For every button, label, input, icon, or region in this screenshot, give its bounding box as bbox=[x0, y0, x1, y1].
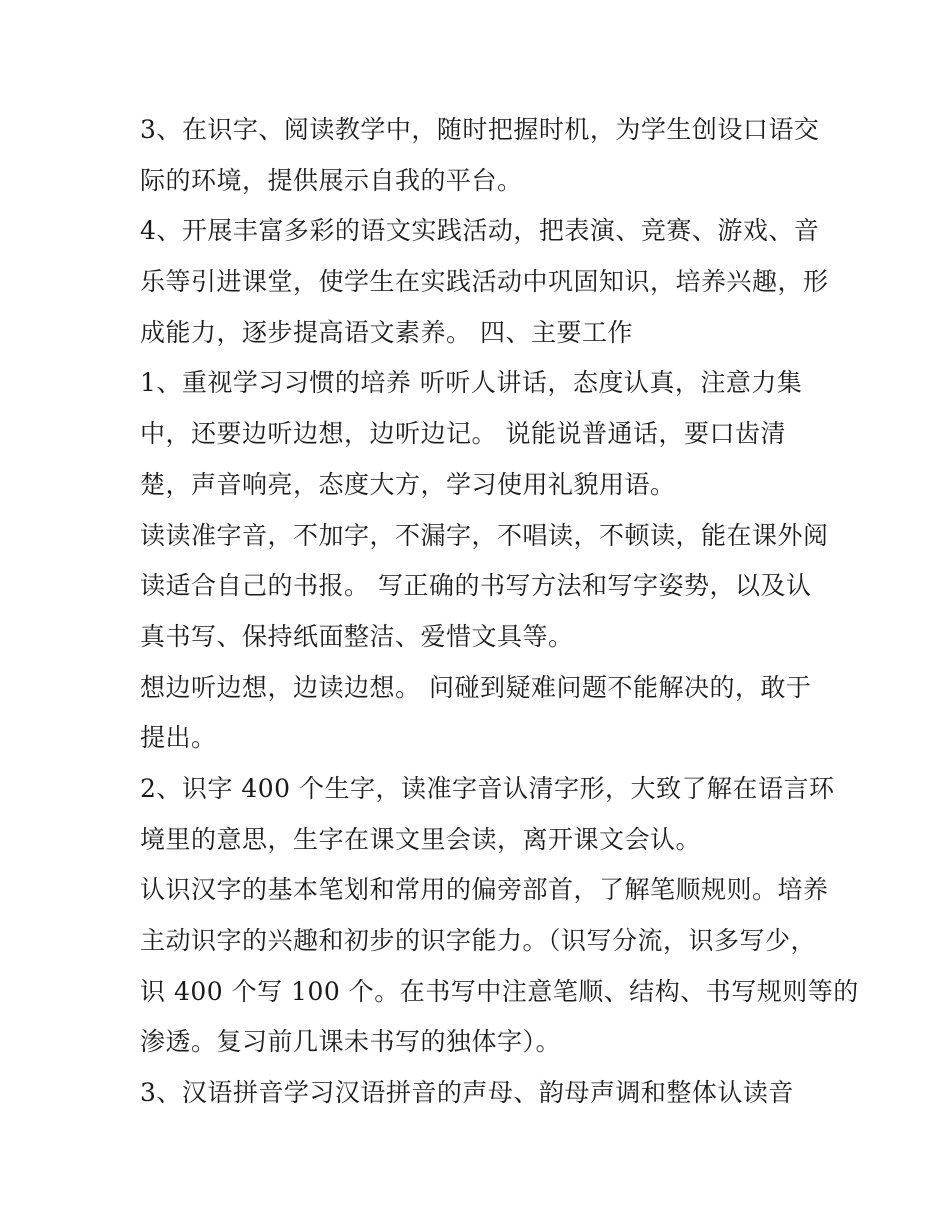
text-line: 读适合自己的书报。 写正确的书写方法和写字姿势，以及认 bbox=[140, 571, 812, 601]
text-line: 提出。 bbox=[140, 723, 217, 753]
text-line: 中，还要边听边想，边听边记。 说能说普通话，要口齿清 bbox=[140, 419, 786, 449]
text-line: 境里的意思，生字在课文里会读，离开课文会认。 bbox=[140, 824, 702, 854]
text-line: 际的环境，提供展示自我的平台。 bbox=[140, 165, 523, 195]
text-line: 读读准字音，不加字，不漏字，不唱读，不顿读，能在课外阅 bbox=[140, 520, 829, 550]
body-text bbox=[140, 109, 859, 1123]
text-line: 真书写、保持纸面整洁、爱惜文具等。 bbox=[140, 621, 574, 651]
text-line: 主动识字的兴趣和初步的识字能力。（识写分流，识多写少， bbox=[140, 926, 817, 955]
text-line: 4、开展丰富多彩的语文实践活动，把表演、竞赛、游戏、音 bbox=[140, 216, 820, 246]
text-line: 想边听边想，边读边想。 问碰到疑难问题不能解决的，敢于 bbox=[140, 672, 812, 702]
text-line: 3、汉语拼音学习汉语拼音的声母、韵母声调和整体认读音 bbox=[140, 1078, 794, 1108]
text-line: 成能力，逐步提高语文素养。 四、主要工作 bbox=[140, 317, 633, 347]
text-line: 3、在识字、阅读教学中，随时把握时机，为学生创设口语交 bbox=[140, 115, 820, 144]
text-line: 渗透。复习前几课未书写的独体字）。 bbox=[140, 1027, 562, 1057]
text-line: 2、识字 400 个生字，读准字音认清字形，大致了解在语言环 bbox=[140, 773, 835, 803]
text-line: 乐等引进课堂，使学生在实践活动中巩固知识，培养兴趣，形 bbox=[140, 267, 829, 297]
text-line: 认识汉字的基本笔划和常用的偏旁部首，了解笔顺规则。培养 bbox=[140, 875, 829, 905]
text-line: 楚，声音响亮，态度大方，学习使用礼貌用语。 bbox=[140, 469, 676, 499]
text-line: 1、重视学习习惯的培养 听听人讲话，态度认真，注意力集 bbox=[140, 368, 803, 398]
text-line: 识 400 个写 100 个。在书写中注意笔顺、结构、书写规则等的 bbox=[140, 976, 859, 1006]
